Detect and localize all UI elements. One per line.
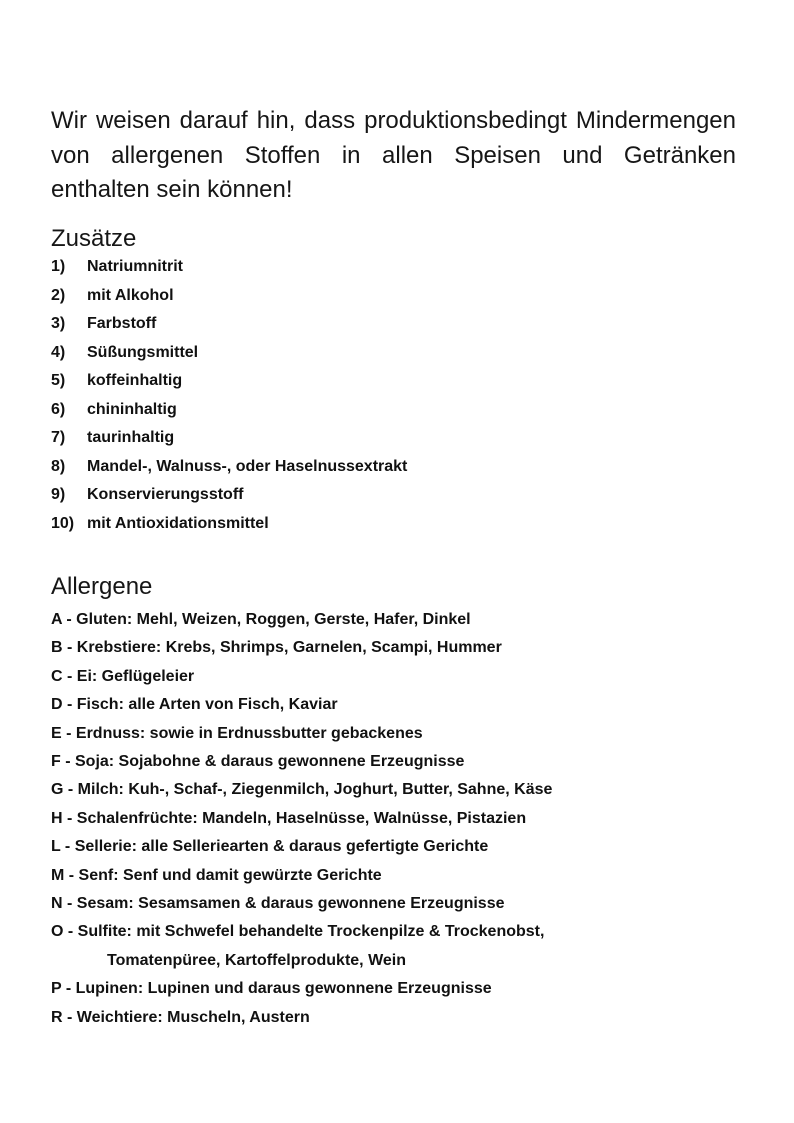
allergene-item: D - Fisch: alle Arten von Fisch, Kaviar: [51, 696, 338, 714]
zusaetze-item-number: 2): [51, 286, 66, 304]
zusaetze-item-number: 8): [51, 457, 66, 475]
allergene-item: C - Ei: Geflügeleier: [51, 667, 195, 685]
zusaetze-item-label: Farbstoff: [87, 315, 157, 332]
zusaetze-item: [51, 344, 407, 373]
zusaetze-item: [51, 287, 407, 316]
zusaetze-item-number: 4): [51, 343, 66, 361]
zusaetze-heading: Zusätze: [51, 225, 137, 252]
zusaetze-item-label: chininhaltig: [87, 400, 177, 418]
zusaetze-item-number: 9): [51, 486, 66, 503]
zusaetze-list: [51, 258, 407, 543]
allergene-item: A - Gluten: Mehl, Weizen, Roggen, Gerste, Hafer, Dinkel: [51, 611, 471, 628]
allergene-item: B - Krebstiere: Krebs, Shrimps, Garnelen, Scampi, Hummer: [51, 639, 502, 657]
zusaetze-item-number: 6): [51, 400, 66, 418]
zusaetze-item-label: taurinhaltig: [87, 429, 175, 446]
allergene-item: N - Sesam: Sesamsamen & daraus gewonnene Erzeugnisse: [51, 895, 505, 913]
zusaetze-item-number: 5): [51, 372, 66, 389]
allergene-item: M - Senf: Senf und damit gewürzte Gerichte: [51, 866, 382, 884]
zusaetze-item: [51, 401, 407, 430]
zusaetze-item-label: mit Alkohol: [87, 286, 174, 304]
allergene-item: F - Soja: Sojabohne & daraus gewonnene Erzeugnisse: [51, 753, 465, 771]
zusaetze-item-label: Süßungsmittel: [87, 343, 199, 361]
allergene-list: [51, 606, 552, 1032]
zusaetze-item-number: 1): [51, 258, 66, 275]
zusaetze-item-number: 10): [51, 514, 75, 532]
allergene-item: P - Lupinen: Lupinen und daraus gewonnene Erzeugnisse: [51, 980, 492, 998]
zusaetze-item-label: Konservierungsstoff: [87, 486, 244, 503]
zusaetze-item: [51, 486, 407, 515]
allergene-item: R - Weichtiere: Muscheln, Austern: [51, 1008, 310, 1026]
zusaetze-item-label: mit Antioxidationsmittel: [87, 514, 269, 532]
allergene-item-continuation: Tomatenpüree, Kartoffelprodukte, Wein: [107, 951, 406, 969]
zusaetze-item-number: 3): [51, 315, 66, 332]
allergene-item: L - Sellerie: alle Selleriearten & daraus gefertigte Gerichte: [51, 838, 489, 856]
zusaetze-item: [51, 515, 407, 544]
zusaetze-item: [51, 429, 407, 458]
zusaetze-item-label: Mandel-, Walnuss-, oder Haselnussextrakt: [87, 457, 408, 475]
allergene-heading: Allergene: [51, 573, 153, 600]
allergen-notice: Wir weisen darauf hin, dass produktionsbedingt Mindermengen von allergenen Stoffen in allen Speisen und Getränken enthalten sein können!: [51, 107, 736, 203]
zusaetze-item: [51, 372, 407, 401]
zusaetze-item-label: koffeinhaltig: [87, 372, 183, 389]
allergene-item: H - Schalenfrüchte: Mandeln, Haselnüsse, Walnüsse, Pistazien: [51, 809, 527, 827]
allergene-item: O - Sulfite: mit Schwefel behandelte Trockenpilze & Trockenobst,: [51, 923, 545, 941]
zusaetze-item-number: 7): [51, 429, 66, 446]
zusaetze-item: [51, 258, 407, 287]
zusaetze-item-label: Natriumnitrit: [87, 258, 183, 275]
allergene-item: G - Milch: Kuh-, Schaf-, Ziegenmilch, Joghurt, Butter, Sahne, Käse: [51, 781, 553, 799]
zusaetze-item: [51, 315, 407, 344]
zusaetze-item: [51, 458, 407, 487]
allergene-item: E - Erdnuss: sowie in Erdnussbutter gebackenes: [51, 724, 423, 742]
